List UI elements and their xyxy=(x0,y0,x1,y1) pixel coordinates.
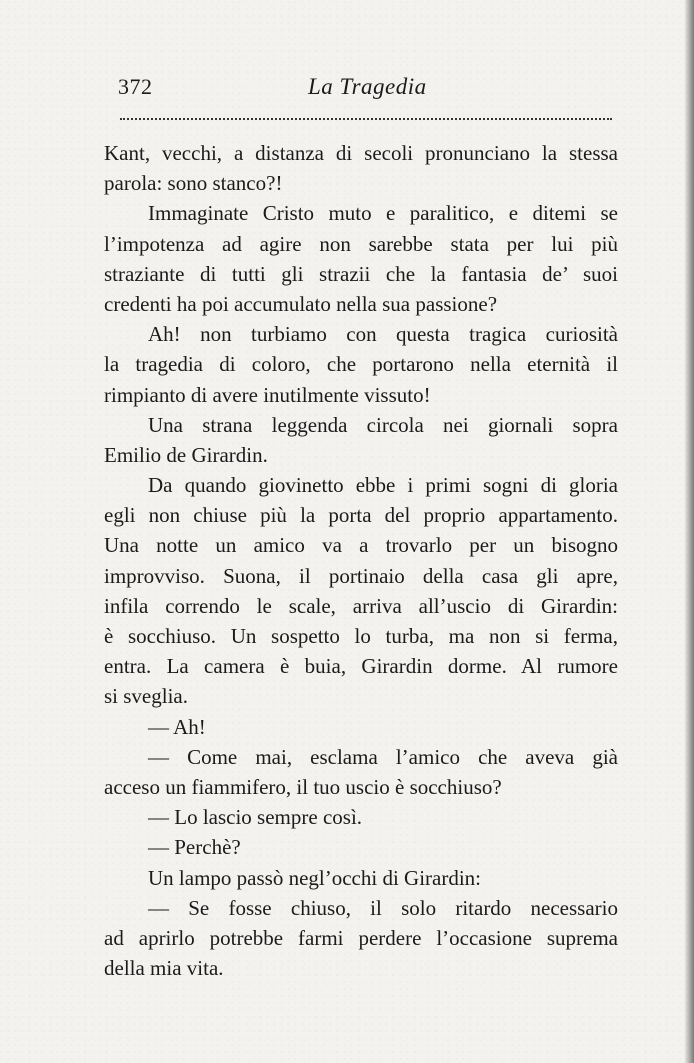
page-number: 372 xyxy=(118,74,153,99)
text-line: entra. La camera è buia, Girardin dorme. Al rumore xyxy=(104,654,618,679)
text-line: si sveglia. xyxy=(104,684,188,709)
text-line: Ah! non turbiamo con questa tragica curiosità xyxy=(148,322,618,347)
text-line: Emilio de Girardin. xyxy=(104,442,268,467)
text-line: improvviso. Suona, il portinaio della casa gli apre, xyxy=(104,563,618,588)
running-title: La Tragedia xyxy=(308,74,427,99)
text-line: credenti ha poi accumulato nella sua passione? xyxy=(104,291,498,316)
text-line: acceso un fiammifero, il tuo uscio è socchiuso? xyxy=(104,774,502,799)
text-line: Un lampo passò negl’occhi di Girardin: xyxy=(148,865,482,890)
text-line: — Come mai, esclama l’amico che aveva già xyxy=(148,744,618,769)
text-line: — Ah! xyxy=(148,714,206,739)
text-line: Immaginate Cristo muto e paralitico, e ditemi se xyxy=(148,201,618,226)
text-line: — Lo lascio sempre così. xyxy=(148,805,363,830)
text-line: Una notte un amico va a trovarlo per un bisogno xyxy=(104,533,618,558)
page-edge-shadow xyxy=(684,0,694,1063)
text-line: della mia vita. xyxy=(104,956,224,981)
text-line: — Se fosse chiuso, il solo ritardo necessario xyxy=(148,895,618,920)
text-line: l’impotenza ad agire non sarebbe stata per lui più xyxy=(104,231,618,256)
text-line: Da quando giovinetto ebbe i primi sogni di gloria xyxy=(148,473,618,498)
text-line: rimpianto di avere inutilmente vissuto! xyxy=(104,382,431,407)
text-line: è socchiuso. Un sospetto lo turba, ma non si ferma, xyxy=(104,624,618,648)
text-line: — Perchè? xyxy=(148,835,241,860)
text-line: Kant, vecchi, a distanza di secoli pronunciano la stessa xyxy=(104,141,618,165)
text-line: ad aprirlo potrebbe farmi perdere l’occasione suprema xyxy=(104,925,618,950)
text-line: straziante di tutti gli strazii che la fantasia de’ suoi xyxy=(104,261,618,286)
body-text xyxy=(104,138,618,983)
page-header xyxy=(118,74,612,104)
text-line: Una strana leggenda circola nei giornali sopra xyxy=(148,412,618,437)
text-line: parola: sono stanco?! xyxy=(104,171,283,196)
text-line: infila correndo le scale, arriva all’uscio di Girardin: xyxy=(104,593,618,618)
text-line: la tragedia di coloro, che portarono nella eternità il xyxy=(104,352,618,377)
text-line: egli non chiuse più la porta del proprio appartamento. xyxy=(104,503,618,528)
header-dotted-rule xyxy=(120,118,612,120)
